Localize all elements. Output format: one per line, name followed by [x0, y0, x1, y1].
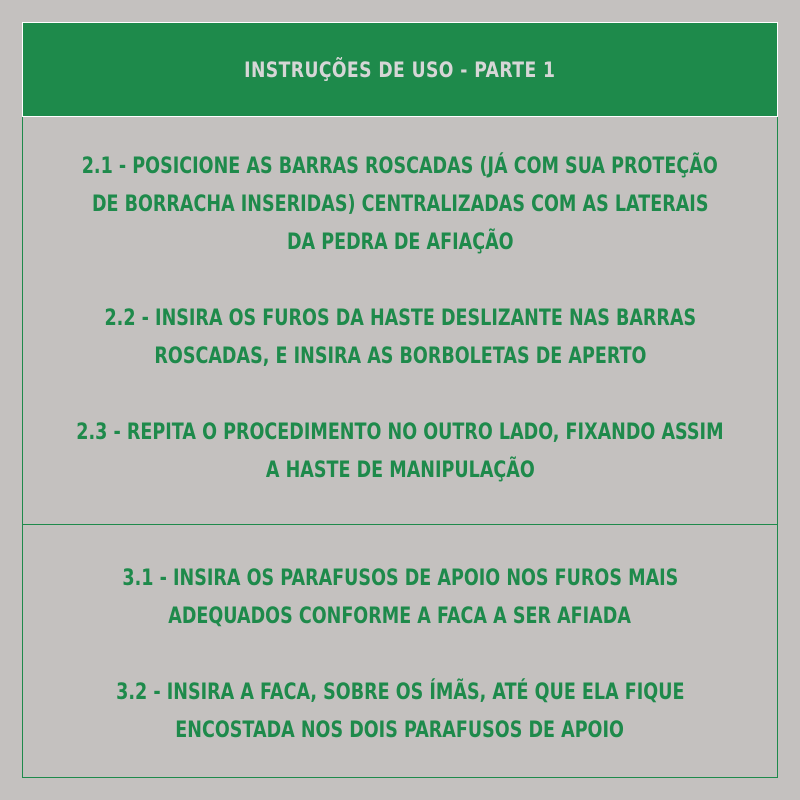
step-2-3-line-2: A HASTE DE MANIPULAÇÃO — [265, 457, 535, 483]
step-2-3-line-1: 2.3 - REPITA O PROCEDIMENTO NO OUTRO LADO, FIXANDO ASSIM — [76, 419, 724, 445]
page-title: INSTRUÇÕES DE USO - PARTE 1 — [244, 57, 556, 82]
step-2-1-line-2: DE BORRACHA INSERIDAS) CENTRALIZADAS COM AS LATERAIS — [91, 191, 709, 217]
step-2-1-line-3: DA PEDRA DE AFIAÇÃO — [286, 229, 514, 255]
step-3-1-line-2: ADEQUADOS CONFORME A FACA A SER AFIADA — [168, 603, 632, 629]
instructions-section-2 — [22, 117, 778, 525]
step-2-1-line-1: 2.1 - POSICIONE AS BARRAS ROSCADAS (JÁ COM SUA PROTEÇÃO — [81, 153, 719, 179]
step-3-1-line-1: 3.1 - INSIRA OS PARAFUSOS DE APOIO NOS FUROS MAIS — [122, 565, 678, 591]
header-banner — [22, 22, 778, 117]
step-3-2-line-1: 3.2 - INSIRA A FACA, SOBRE OS ÍMÃS, ATÉ QUE ELA FIQUE — [115, 679, 685, 705]
step-2-2-line-1: 2.2 - INSIRA OS FUROS DA HASTE DESLIZANTE NAS BARRAS — [104, 305, 696, 331]
step-3-2-line-2: ENCOSTADA NOS DOIS PARAFUSOS DE APOIO — [175, 717, 625, 743]
instructions-section-3 — [22, 524, 778, 778]
step-2-2-line-2: ROSCADAS, E INSIRA AS BORBOLETAS DE APERTO — [153, 343, 647, 369]
